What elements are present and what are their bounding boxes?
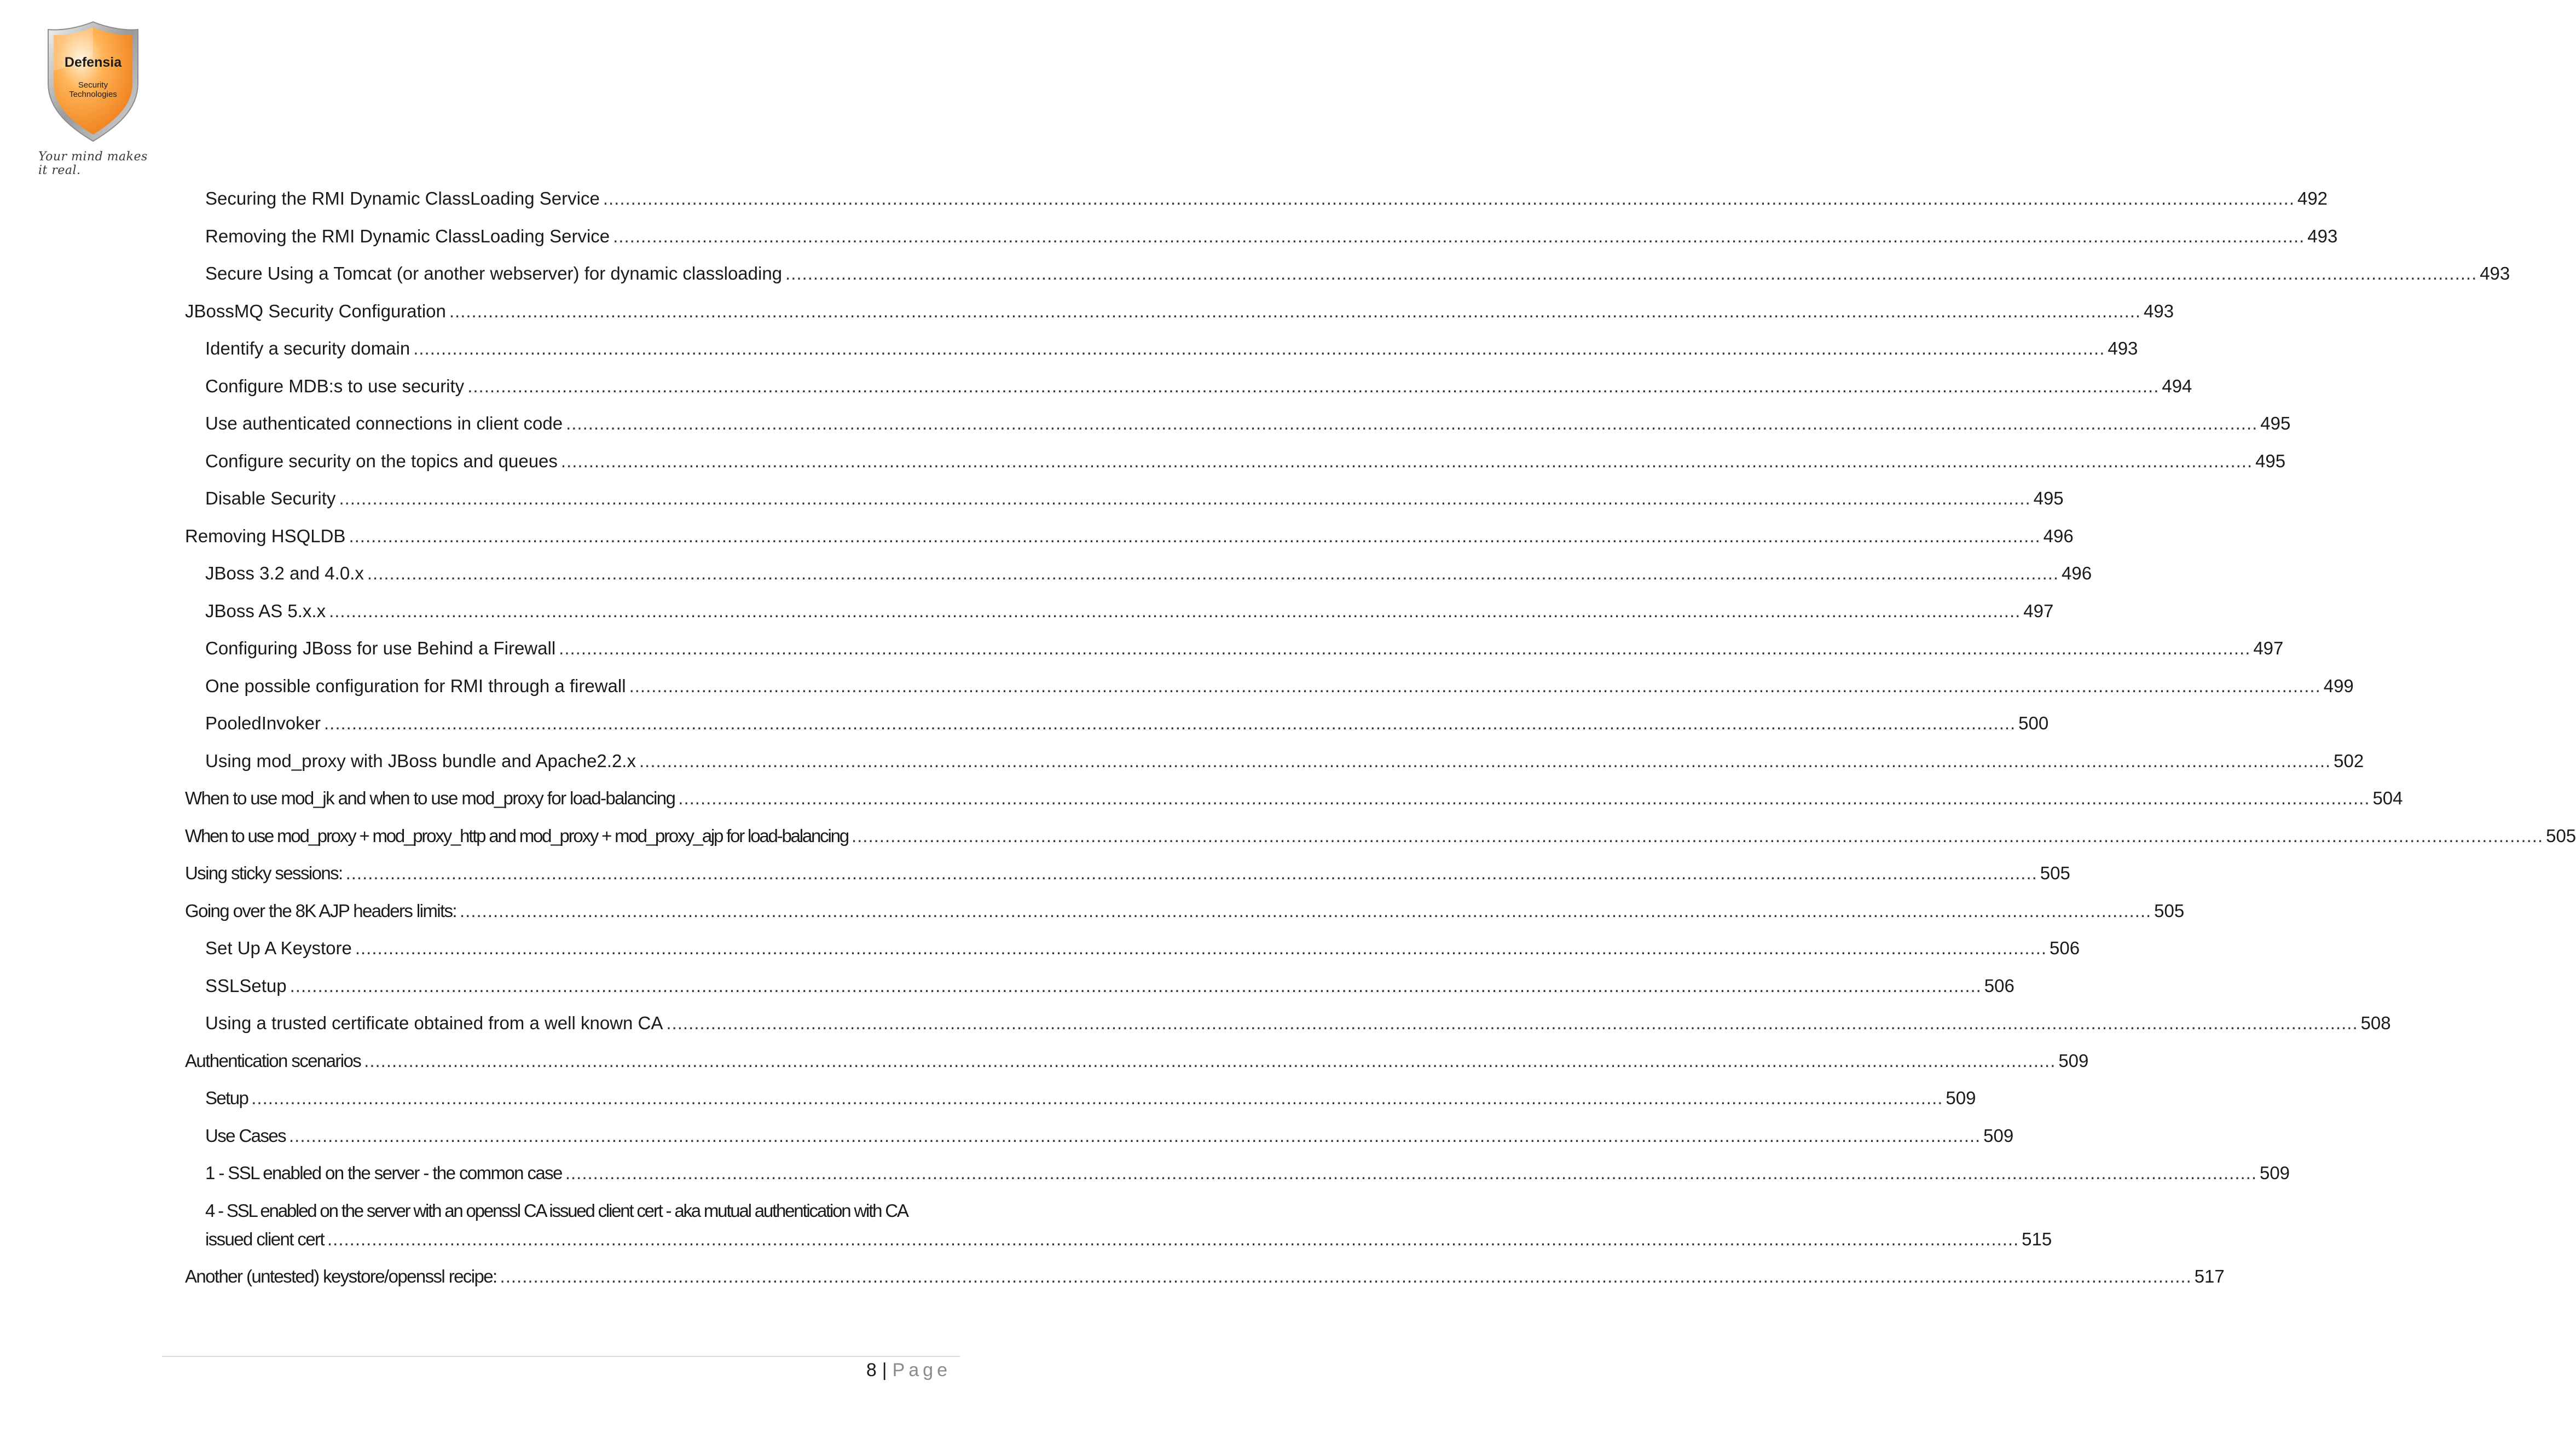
- toc-entry-page: 509: [2259, 1163, 2290, 1183]
- toc-entry[interactable]: [185, 1125, 2014, 1163]
- toc-entry-page: 517: [2194, 1266, 2225, 1286]
- toc-entry[interactable]: [185, 263, 2510, 300]
- toc-entry[interactable]: [185, 300, 2174, 338]
- toc-entry-title: One possible configuration for RMI through a firewall: [205, 675, 626, 696]
- logo-tagline: Your mind makes it real.: [38, 150, 148, 177]
- toc-entry-title-line-1: 4 - SSL enabled on the server with an openssl CA issued client cert - aka mutual authentication with CA: [205, 1200, 908, 1221]
- toc-entry-page: 493: [2307, 225, 2338, 246]
- toc-entry-title: Configure MDB:s to use security: [205, 375, 465, 396]
- toc-dot-leader: [603, 188, 2295, 210]
- toc-entry-title: 1 - SSL enabled on the server - the common case: [205, 1163, 562, 1183]
- toc-entry[interactable]: [185, 787, 2403, 825]
- toc-dot-leader: [367, 562, 2059, 584]
- toc-entry-title: Removing the RMI Dynamic ClassLoading Service: [205, 225, 610, 246]
- toc-dot-leader: [678, 787, 2370, 809]
- toc-entry[interactable]: [185, 1012, 2391, 1050]
- toc-dot-leader: [346, 862, 2037, 884]
- toc-dot-leader: [324, 712, 2016, 734]
- toc-entry[interactable]: [185, 338, 2138, 375]
- toc-entry-title: JBoss 3.2 and 4.0.x: [205, 563, 364, 583]
- toc-dot-leader: [339, 488, 2030, 509]
- toc-entry[interactable]: [185, 562, 2092, 600]
- brand-subtitle-line-1: Security: [78, 80, 108, 90]
- toc-dot-leader: [467, 375, 2159, 397]
- toc-entry[interactable]: [185, 525, 2074, 563]
- toc-entry-page: 492: [2297, 188, 2328, 208]
- toc-entry-page: 505: [2154, 900, 2185, 921]
- toc-entry-page: 499: [2323, 675, 2354, 696]
- footer-divider: [162, 1356, 960, 1357]
- toc-entry-page: 493: [2480, 263, 2510, 283]
- footer-separator: |: [882, 1360, 887, 1381]
- toc-entry-page: 493: [2108, 338, 2138, 358]
- toc-entry-page: 497: [2253, 638, 2284, 658]
- toc-dot-leader: [629, 675, 2321, 697]
- toc-entry[interactable]: [185, 900, 2185, 938]
- toc-dot-leader: [460, 900, 2151, 922]
- toc-dot-leader: [785, 263, 2477, 285]
- toc-entry-title: PooledInvoker: [205, 713, 321, 733]
- toc-dot-leader: [449, 300, 2141, 322]
- toc-entry-page: 495: [2033, 488, 2064, 508]
- toc-entry[interactable]: [185, 488, 2064, 525]
- toc-entry-title: When to use mod_jk and when to use mod_proxy for load-balancing: [185, 788, 675, 808]
- toc-dot-leader: [500, 1266, 2192, 1287]
- toc-entry-title: Set Up A Keystore: [205, 938, 352, 958]
- toc-entry-title: Using sticky sessions:: [185, 863, 343, 883]
- brand-name: Defensia: [64, 55, 122, 70]
- toc-entry[interactable]: [185, 825, 2576, 863]
- toc-entry[interactable]: [185, 975, 2015, 1013]
- toc-entry-title: Securing the RMI Dynamic ClassLoading Service: [205, 188, 600, 208]
- toc-dot-leader: [565, 1162, 2257, 1184]
- toc-entry-title: JBossMQ Security Configuration: [185, 300, 446, 321]
- company-logo: [38, 19, 159, 177]
- toc-dot-leader: [666, 1012, 2358, 1034]
- toc-dot-leader: [289, 1125, 1981, 1147]
- toc-entry[interactable]: [185, 1050, 2089, 1088]
- toc-entry-title-line-2: issued client cert: [205, 1228, 324, 1249]
- toc-entry-page: 506: [2049, 938, 2080, 958]
- toc-entry-title: SSLSetup: [205, 975, 287, 996]
- toc-entry-page: 500: [2018, 713, 2049, 733]
- page-number: 8: [866, 1360, 877, 1381]
- toc-dot-leader: [559, 637, 2250, 659]
- toc-dot-leader: [329, 600, 2021, 622]
- toc-entry-page: 494: [2162, 375, 2192, 396]
- page-footer: [866, 1360, 951, 1381]
- toc-dot-leader: [413, 338, 2105, 359]
- toc-entry[interactable]: [185, 1162, 2290, 1200]
- toc-dot-leader: [364, 1050, 2056, 1072]
- toc-entry[interactable]: [185, 862, 2070, 900]
- toc-dot-leader: [639, 750, 2331, 772]
- toc-entry[interactable]: [185, 188, 2328, 225]
- toc-entry-title: Disable Security: [205, 488, 336, 508]
- toc-entry[interactable]: [185, 600, 2054, 638]
- table-of-contents: [185, 188, 2576, 1303]
- toc-dot-leader: [566, 413, 2257, 434]
- brand-subtitle-line-2: Technologies: [69, 90, 117, 99]
- toc-entry[interactable]: [185, 450, 2286, 488]
- toc-entry-title: When to use mod_proxy + mod_proxy_http and mod_proxy + mod_proxy_ajp for load-balancing: [185, 825, 848, 846]
- toc-entry-page: 515: [2022, 1228, 2052, 1249]
- toc-entry-title: Use authenticated connections in client code: [205, 413, 563, 433]
- toc-entry[interactable]: [185, 1087, 1976, 1125]
- toc-entry-title: Secure Using a Tomcat (or another webserver) for dynamic classloading: [205, 263, 783, 283]
- toc-entry[interactable]: [185, 937, 2080, 975]
- toc-entry-title: Configuring JBoss for use Behind a Firewall: [205, 638, 556, 658]
- toc-entry-title: Identify a security domain: [205, 338, 410, 358]
- toc-entry-title: JBoss AS 5.x.x: [205, 600, 326, 621]
- toc-dot-leader: [613, 225, 2305, 247]
- toc-entry-page: 496: [2043, 525, 2074, 546]
- toc-entry[interactable]: [185, 750, 2364, 788]
- toc-entry-page: 505: [2546, 825, 2576, 846]
- toc-entry-page: 509: [1946, 1088, 1976, 1108]
- toc-dot-leader: [327, 1228, 2019, 1250]
- toc-dot-leader: [349, 525, 2040, 547]
- toc-dot-leader: [355, 937, 2047, 959]
- toc-entry-page: 495: [2260, 413, 2291, 433]
- toc-dot-leader: [290, 975, 1982, 997]
- toc-entry-page: 496: [2062, 563, 2092, 583]
- toc-entry-page: 505: [2040, 863, 2070, 883]
- toc-entry-page: 506: [1984, 975, 2015, 996]
- toc-entry-title: Configure security on the topics and queues: [205, 450, 558, 471]
- toc-entry-title: Use Cases: [205, 1125, 286, 1146]
- toc-dot-leader: [561, 450, 2253, 472]
- toc-entry-title: Authentication scenarios: [185, 1050, 361, 1071]
- toc-dot-leader: [251, 1087, 1943, 1109]
- toc-entry[interactable]: [185, 413, 2291, 450]
- toc-entry[interactable]: [185, 375, 2192, 413]
- toc-entry-page: 502: [2334, 750, 2364, 771]
- toc-entry-page: 509: [1983, 1125, 2014, 1146]
- toc-entry-title: Using mod_proxy with JBoss bundle and Apache2.2.x: [205, 750, 636, 771]
- toc-entry-title: Setup: [205, 1088, 248, 1108]
- toc-dot-leader: [852, 825, 2543, 847]
- toc-entry-title: Using a trusted certificate obtained from a well known CA: [205, 1013, 663, 1033]
- toc-entry-page: 508: [2360, 1013, 2391, 1033]
- toc-entry[interactable]: [185, 712, 2049, 750]
- toc-entry-title: Another (untested) keystore/openssl recipe:: [185, 1266, 497, 1286]
- toc-entry-page: 504: [2372, 788, 2403, 808]
- toc-entry-page: 497: [2023, 600, 2054, 621]
- toc-entry-title: Going over the 8K AJP headers limits:: [185, 900, 456, 921]
- toc-entry[interactable]: [185, 1266, 2225, 1303]
- toc-entry[interactable]: [185, 225, 2338, 263]
- toc-entry[interactable]: [185, 637, 2284, 675]
- toc-entry[interactable]: [185, 675, 2354, 713]
- toc-entry-title: Removing HSQLDB: [185, 525, 346, 546]
- toc-entry-page: 509: [2058, 1050, 2089, 1071]
- toc-entry[interactable]: [185, 1200, 2052, 1266]
- page-label: Page: [892, 1360, 951, 1381]
- toc-entry-page: 493: [2144, 300, 2174, 321]
- toc-entry-page: 495: [2255, 450, 2286, 471]
